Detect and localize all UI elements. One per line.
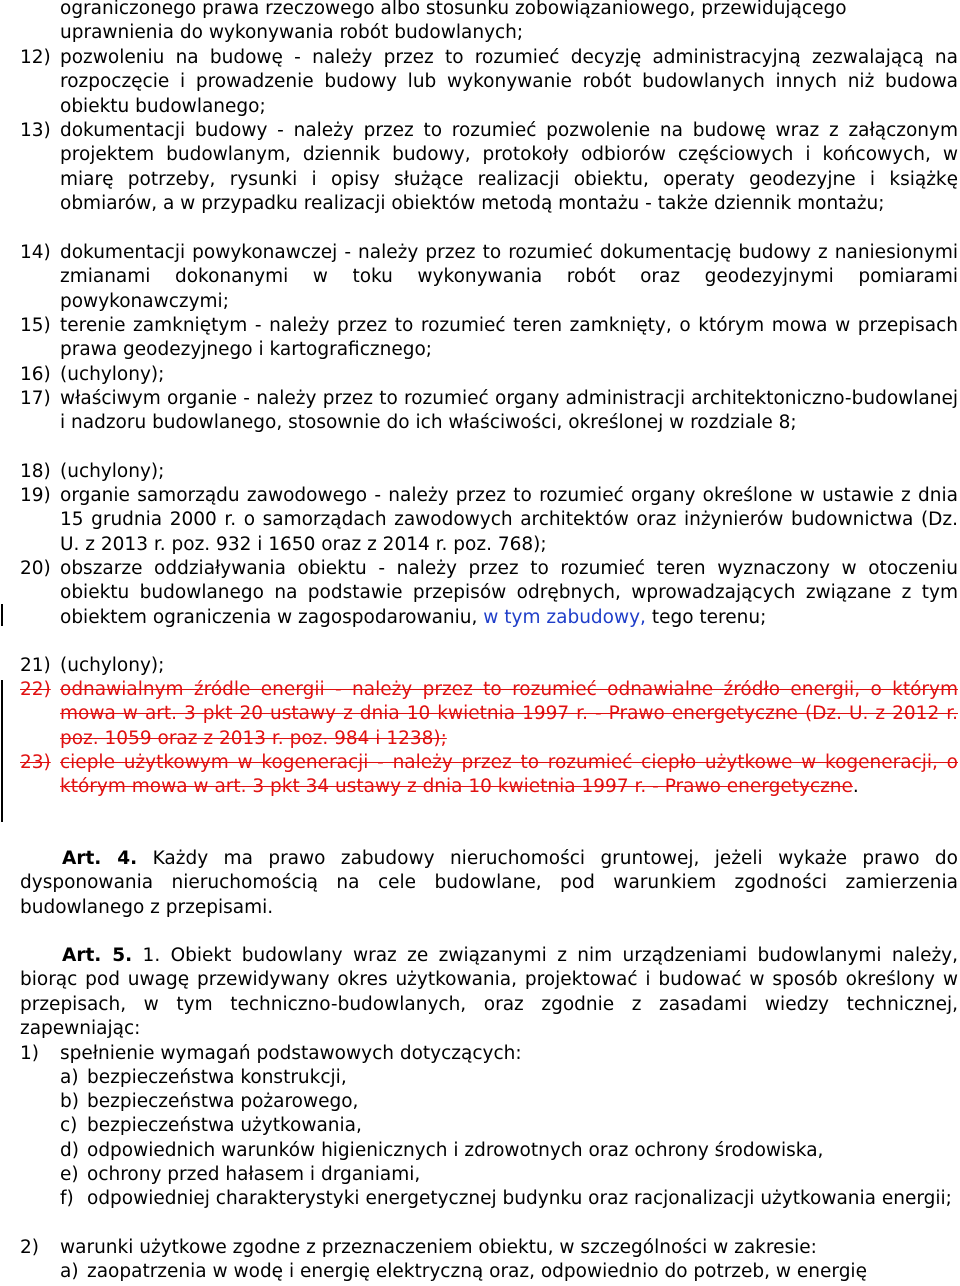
item-text-tail: tego terenu; [645, 606, 767, 628]
definition-item-19 [20, 484, 958, 557]
continuation-line-1: ograniczonego prawa rzeczowego albo stosunku zobowiązaniowego, przewidującego [60, 0, 847, 19]
continuation-line-2: uprawnienia do wykonywania robót budowlanych; [60, 22, 524, 44]
change-bar [1, 604, 3, 626]
item-text: (uchylony); [60, 364, 165, 385]
sub-point-letter: c) [60, 1115, 78, 1136]
point-text: warunki użytkowe zgodne z przeznaczeniem obiektu, w szczególności w zakresie: [60, 1237, 817, 1258]
item-number: 19) [20, 485, 51, 506]
item-number: 17) [20, 388, 51, 409]
article-text: 1. Obiekt budowlany wraz ze związanymi z nim urządzeniami budowlanymi należy, biorąc pod uwagę przewidywany okres użytkowania, projektować i budować w sposób określony w przepisach, w tym techniczno-budowlanych, oraz zgodnie z zasadami wiedzy technicznej, zapewniając: [20, 945, 959, 1040]
point-number: 1) [20, 1043, 39, 1064]
article-5 [20, 944, 958, 1042]
definition-continuation [20, 0, 958, 46]
sub-point-b [60, 1090, 958, 1114]
sub-point-text: odpowiednich warunków higienicznych i zdrowotnych oraz ochrony środowiska, [87, 1140, 824, 1161]
item-text: organie samorządu zawodowego - należy przez to rozumieć organy określone w ustawie z dnia 15 grudnia 2000 r. o samorządach zawodowych architektów oraz inżynierów budownictwa (Dz. U. z 2013 r. poz. 932 i 1650 oraz z 2014 r. poz. 768); [60, 485, 958, 555]
sub-point-text: zaopatrzenia w wodę i energię elektryczną oraz, odpowiednio do potrzeb, w energię [87, 1261, 867, 1282]
definition-item-20 [20, 557, 958, 630]
definition-item-17 [20, 387, 958, 436]
sub-point-letter: b) [60, 1091, 79, 1112]
definition-item-18 [20, 460, 958, 484]
deleted-text: odnawialnym źródle energii - należy przez to rozumieć odnawialne źródło energii, o którym mowa w art. 3 pkt 20 ustawy z dnia 10 kwietnia 1997 r. - Prawo energetyczne (Dz. U. z 2012 r. poz. 1059 oraz z 2013 r. poz. 984 i 1238); [60, 679, 958, 749]
sub-point-c [60, 1114, 958, 1138]
sub-point-text: bezpieczeństwa pożarowego, [87, 1091, 359, 1112]
definition-item-22 [20, 678, 958, 751]
item-number: 18) [20, 461, 51, 482]
sub-point-e [60, 1163, 958, 1187]
sub-point-a-2 [60, 1260, 958, 1284]
item-number: 12) [20, 47, 51, 68]
definition-item-23 [20, 751, 958, 800]
item-number: 13) [20, 120, 51, 141]
item-text [60, 751, 958, 800]
sub-point-letter: e) [60, 1164, 79, 1185]
point-number: 2) [20, 1237, 39, 1258]
item-text [60, 557, 958, 630]
sub-point-f [60, 1187, 958, 1211]
item-number: 20) [20, 558, 51, 579]
item-text: (uchylony); [60, 461, 165, 482]
inserted-text: w tym zabudowy, [477, 606, 646, 628]
article-5-point-2 [20, 1236, 958, 1260]
article-label: Art. 5. [62, 945, 133, 966]
sub-point-text: ochrony przed hałasem i drganiami, [87, 1164, 421, 1185]
item-text: (uchylony); [60, 655, 165, 676]
sub-point-letter: d) [60, 1140, 79, 1161]
item-text: właściwym organie - należy przez to rozumieć organy administracji architektoniczno-budowlanej i nadzoru budowlanego, stosownie do ich właściwości, określonej w rozdziale 8; [60, 388, 958, 434]
item-number: 14) [20, 242, 51, 263]
definition-item-14 [20, 241, 958, 314]
item-text-original: obszarze oddziaływania obiektu - należy przez to rozumieć teren wyznaczony w otoczeniu obiektu budowlanego na podstawie przepisów odrębnych, wprowadzających związane z tym obiektem ograniczenia w zagospodarowaniu, [60, 558, 958, 628]
item-text-tail: . [852, 776, 859, 798]
definition-item-21 [20, 654, 958, 678]
point-text: spełnienie wymagań podstawowych dotyczących: [60, 1043, 522, 1064]
item-text: pozwoleniu na budowę - należy przez to rozumieć decyzję administracyjną zezwalającą na rozpoczęcie i prowadzenie budowy lub wykonywanie robót budowlanych innych niż budowa obiektu budowlanego; [60, 47, 958, 117]
article-text: Każdy ma prawo zabudowy nieruchomości gruntowej, jeżeli wykaże prawo do dysponowania nieruchomością na cele budowlane, pod warunkiem zgodności zamierzenia budowlanego z przepisami. [20, 848, 958, 918]
definition-item-12 [20, 46, 958, 119]
article-label: Art. 4. [62, 848, 138, 869]
sub-point-letter: a) [60, 1067, 79, 1088]
item-number: 22) [20, 679, 51, 700]
deleted-text: cieple użytkowym w kogeneracji - należy przez to rozumieć ciepło użytkowe w kogeneracji, o którym mowa w art. 3 pkt 34 ustawy z dnia 10 kwietnia 1997 r. - Prawo energetyczne [60, 752, 958, 798]
definition-item-16 [20, 363, 958, 387]
item-number: 16) [20, 364, 51, 385]
sub-point-a [60, 1066, 958, 1090]
item-text: dokumentacji budowy - należy przez to rozumieć pozwolenie na budowę wraz z załączonym projektem budowlanym, dziennik budowy, protokoły odbiorów częściowych i końcowych, w miarę potrzeby, rysunki i opisy służące realizacji obiektu, operaty geodezyjne i książkę obmiarów, a w przypadku realizacji obiektów metodą montażu - także dziennik montażu; [60, 120, 958, 215]
item-text: terenie zamkniętym - należy przez to rozumieć teren zamknięty, o którym mowa w przepisach prawa geodezyjnego i kartograficznego; [60, 315, 958, 361]
sub-point-letter: a) [60, 1261, 79, 1282]
sub-point-text: bezpieczeństwa użytkowania, [87, 1115, 362, 1136]
sub-point-letter: f) [60, 1188, 74, 1209]
item-number: 21) [20, 655, 51, 676]
definition-item-13 [20, 119, 958, 217]
item-number: 15) [20, 315, 51, 336]
change-bar [1, 680, 3, 822]
definition-item-15 [20, 314, 958, 363]
sub-point-d [60, 1139, 958, 1163]
sub-point-text: odpowiedniej charakterystyki energetycznej budynku oraz racjonalizacji użytkowania energii; [87, 1188, 952, 1209]
article-5-point-1 [20, 1042, 958, 1066]
item-text: dokumentacji powykonawczej - należy przez to rozumieć dokumentację budowy z naniesionymi zmianami dokonanymi w toku wykonywania robót oraz geodezyjnymi pomiarami powykonawczymi; [60, 242, 958, 312]
article-4 [20, 847, 958, 920]
sub-point-text: bezpieczeństwa konstrukcji, [87, 1067, 347, 1088]
item-number: 23) [20, 752, 51, 773]
